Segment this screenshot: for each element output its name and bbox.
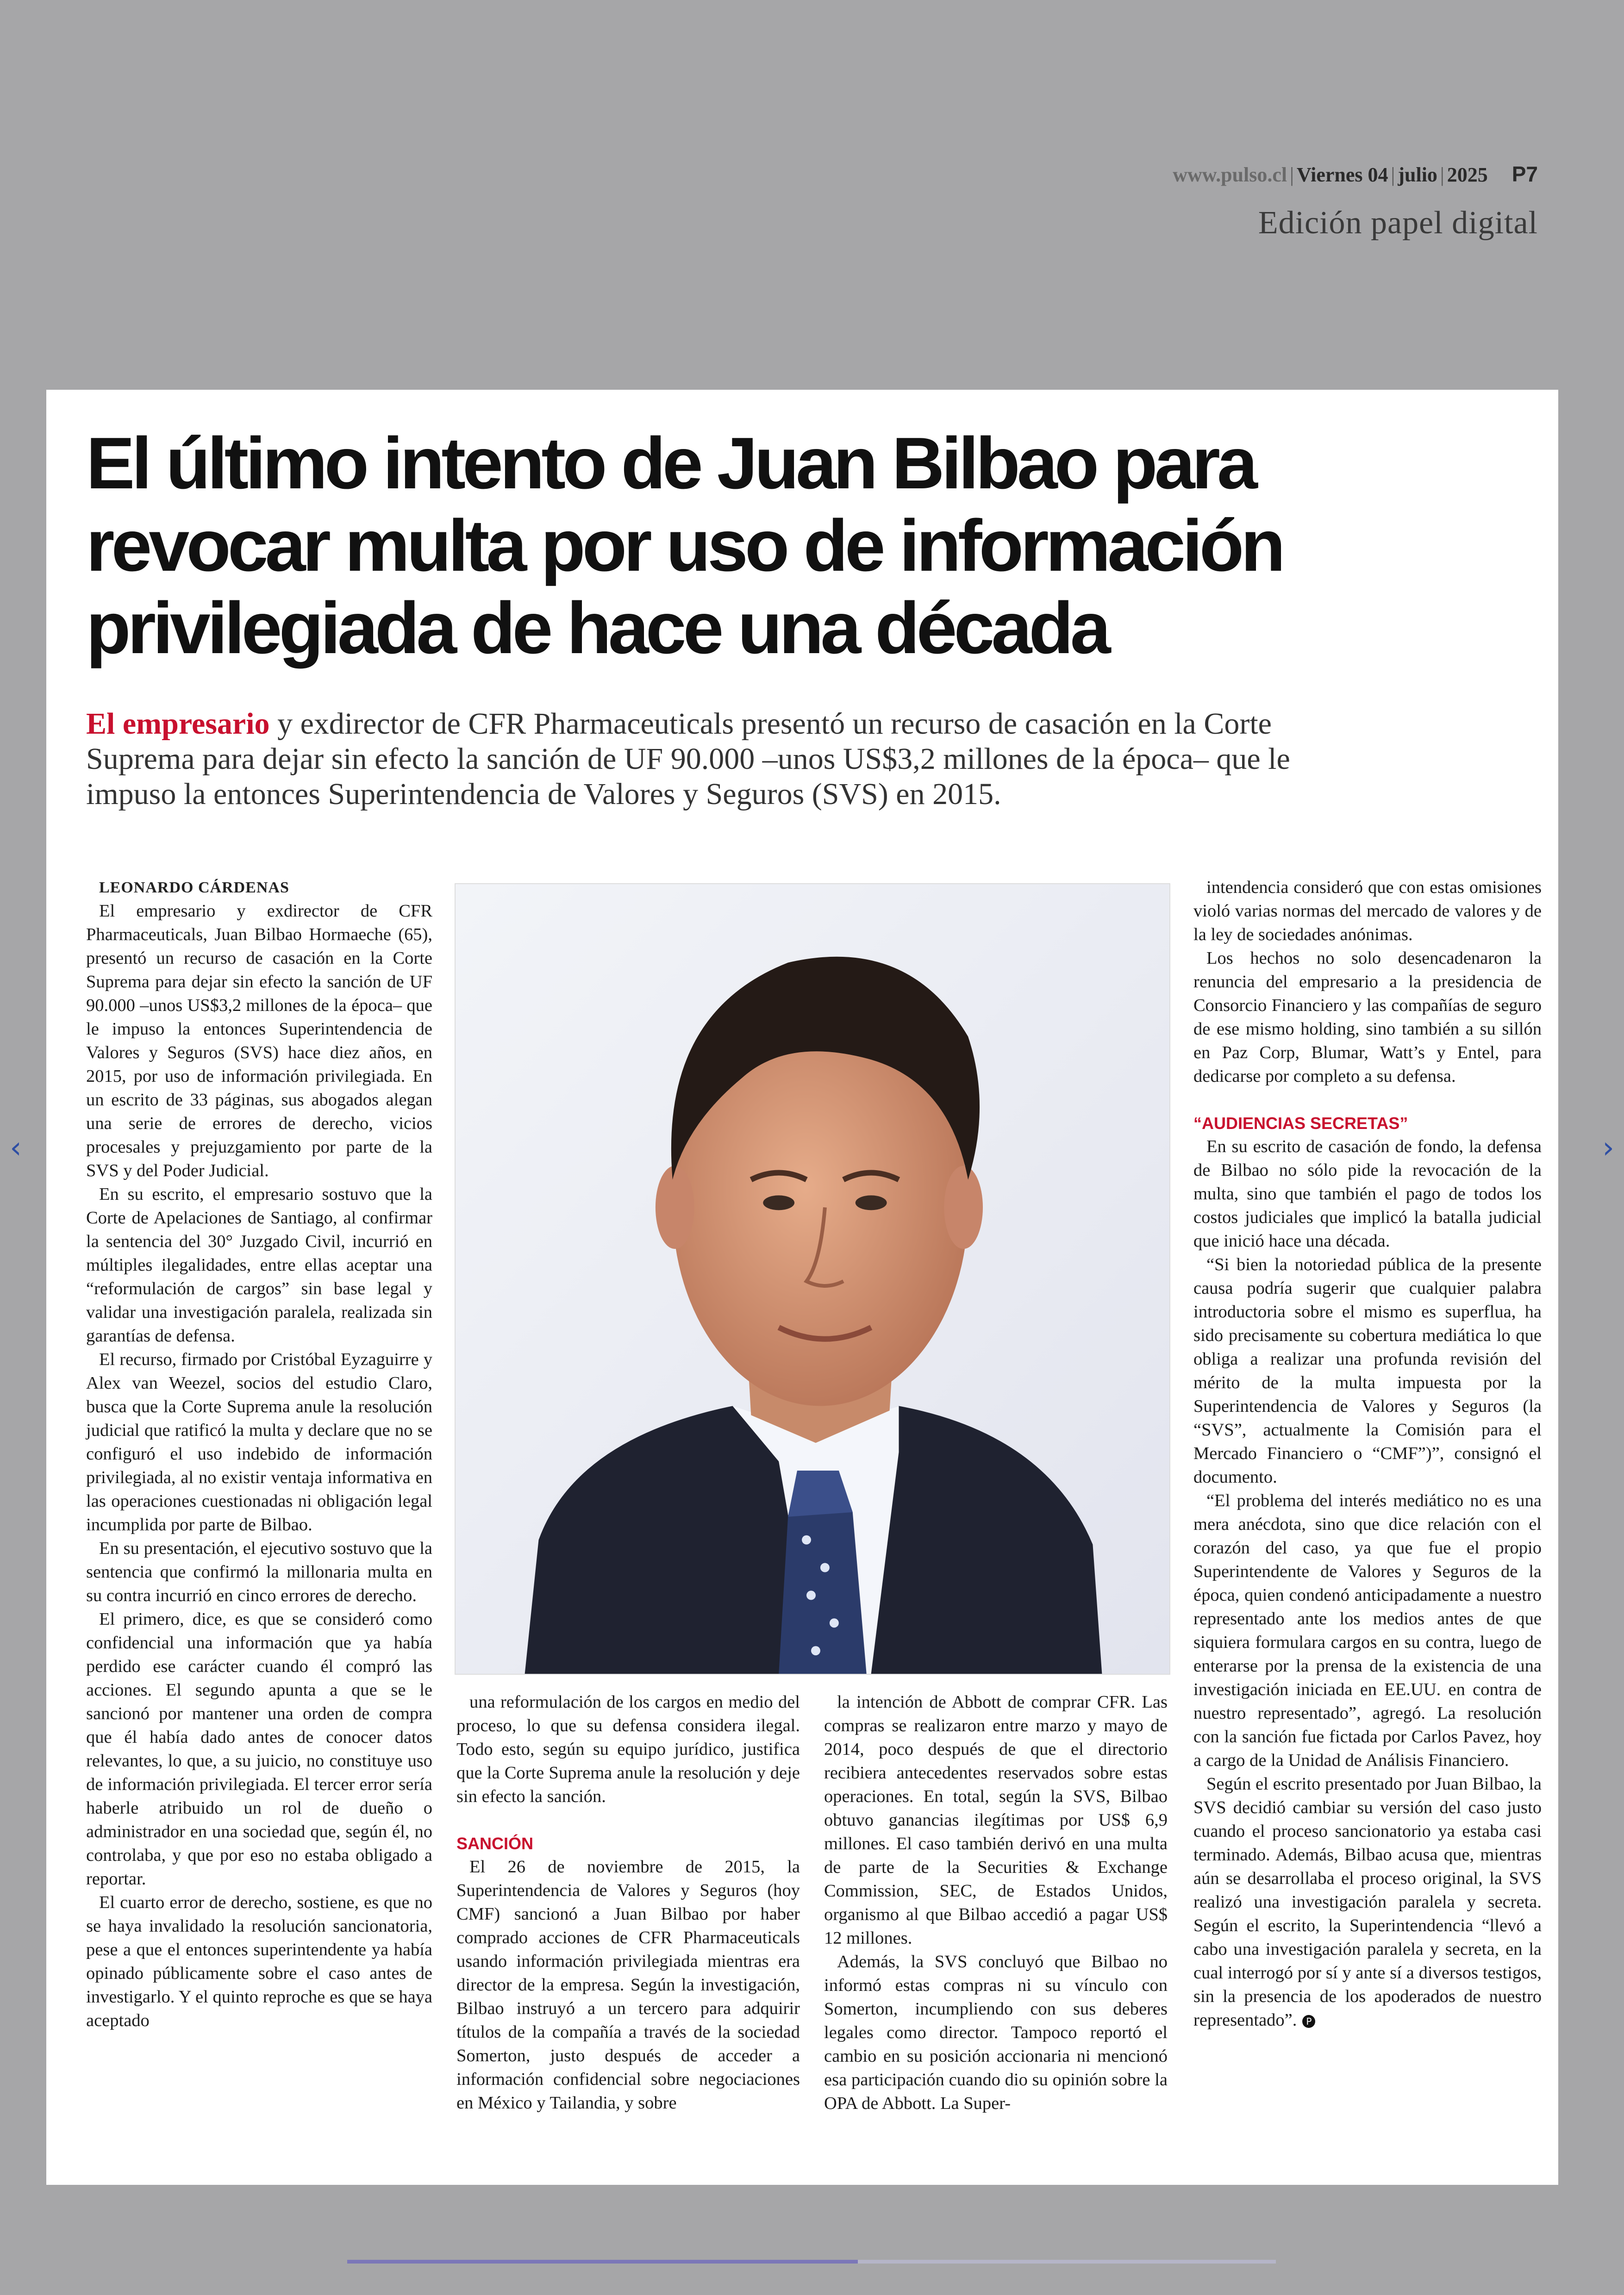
column-4-body-a [1193,876,1542,1088]
date-month: julio [1398,163,1437,186]
article-paragraph: El recurso, firmado por Cristóbal Eyzaguirre y Alex van Weezel, socios del estudio Claro, busca que la Corte Suprema anule la resolución judicial que ratificó la multa y declare que no se configuró el uso indebido de información privilegiada, al no existir ventaja informativa en las operaciones cuestionadas ni obligación legal incumplida por parte de Bilbao. [86,1350,432,1534]
date-year: 2025 [1447,163,1488,186]
page-progress-bar[interactable] [347,2260,1276,2264]
byline: LEONARDO CÁRDENAS [99,879,289,896]
column-2-body-a [456,1690,800,1809]
article-paragraph: En su presentación, el ejecutivo sostuvo que la sentencia que confirmó la millonaria multa en su contra incurrió en cinco errores de derecho. [86,1539,432,1605]
lead-highlight: El empresario [86,707,270,741]
page-progress-fill [347,2260,858,2264]
column-1 [86,876,432,2033]
article-paragraph: “El problema del interés mediático no es una mera anécdota, sino que dice relación con el corazón del caso, ya que fue el propio Superintendente de Valores y Seguros de la época, quien condenó anticipadamente a nuestro representado ante los medios antes de que siquiera formulara cargos en su contra, luego de enterarse por la prensa de la existencia de una investigación iniciada en EE.UU. en contra de nuestro representado”, agregó. La resolución con la sanción fue fictada por Carlos Pavez, hoy a cargo de la Unidad de Análisis Financiero. [1193,1491,1542,1770]
article-lead [86,706,1364,812]
article-paragraph: Según el escrito presentado por Juan Bilbao, la SVS decidió cambiar su versión del caso justo cuando el proceso sancionatorio ya estaba casi terminado. Además, Bilbao acusa que, mientras aún se desarrollaba el proceso original, la SVS realizó una investigación paralela y secreta. Según el escrito, la Superintendencia “llevó a cabo una investigación paralela y secreta, en la cual interrogó por sí y ante sí a diversos testigos, sin la presencia de los apoderados de nuestro representado”. P [1193,1774,1542,2030]
column-3 [824,1690,1168,2115]
article-paragraph: una reformulación de los cargos en medio del proceso, lo que su defensa considera ilegal. Todo esto, según su equipo jurídico, justifica que la Corte Suprema anule la resolución y deje sin efecto la sanción. [456,1692,800,1806]
end-of-article-icon: P [1302,2015,1315,2028]
column-2-body-b [456,1855,800,2115]
site-url: www.pulso.cl [1173,163,1287,186]
article-paragraph: Además, la SVS concluyó que Bilbao no informó estas compras ni su vínculo con Somerton, incumpliendo con sus deberes legales como director. Tampoco reportó el cambio en su posición accionaria ni mencionó esa participación cuando dio su opinión sobre la OPA de Abbott. La Super- [824,1952,1168,2113]
date-day: Viernes 04 [1296,163,1388,186]
article-paragraph: En su escrito de casación de fondo, la defensa de Bilbao no sólo pide la revocación de la multa, sino que también el pago de todos los costos judiciales que implicó la batalla judicial que inició hace una década. [1193,1137,1542,1251]
section-heading-audiencias: “AUDIENCIAS SECRETAS” [1193,1114,1408,1133]
lead-text: y exdirector de CFR Pharmaceuticals presentó un recurso de casación en la Corte Suprema para dejar sin efecto la sanción de UF 90.000 –unos US$3,2 millones de la época– que le impuso la entonces Superintendencia de Valores y Seguros (SVS) en 2015. [86,707,1290,811]
article-paragraph: El cuarto error de derecho, sostiene, es que no se haya invalidado la resolución sancionatoria, pese a que el entonces superintendente ya había opinado públicamente sobre el caso antes de investigarlo. Y el quinto reproche es que se haya aceptado [86,1893,432,2030]
article-paragraph: El primero, dice, es que se consideró como confidencial una información que ya había perdido ese carácter cuando él compró las acciones. El segundo apunta a que se le sancionó por mantener una orden de compra que él había dado antes de conocer datos relevantes, lo que, a su juicio, no constituye uso de información privilegiada. El tercer error sería haberle atribuido un rol de dueño o administrador en una sociedad que, según él, no controlaba, y que por eso no estaba obligado a reportar. [86,1609,432,1889]
newspaper-page [46,390,1558,2185]
article-headline: El último intento de Juan Bilbao para revocar multa por uso de información privilegiada de hace una década [86,423,1282,669]
article-paragraph: El 26 de noviembre de 2015, la Superintendencia de Valores y Seguros (hoy CMF) sancionó a Juan Bilbao por haber comprado acciones de CFR Pharmaceuticals usando información privilegiada mientras era director de la empresa. Según la investigación, Bilbao instruyó a un tercero para adquirir títulos de la compañía a través de la sociedad Somerton, justo después de acceder a información confidencial sobre negociaciones en México y Tailandia, y sobre [456,1857,800,2113]
column-3-body [824,1690,1168,2115]
chevron-right-icon[interactable]: › [1602,1131,1614,1165]
article-paragraph: “Si bien la notoriedad pública de la presente causa podría sugerir que cualquier palabra introductoria sobre el mismo es superflua, ha sido precisamente su cobertura mediática lo que obliga a realizar una profunda revisión del mérito de la multa impuesta por la Superintendencia de Valores y Seguros (la “SVS”, actualmente la Comisión para el Mercado Financiero o “CMF”)”, consignó el documento. [1193,1255,1542,1487]
column-4-body-b [1193,1135,1542,2032]
column-1-body [86,899,432,2033]
article-paragraph: intendencia consideró que con estas omisiones violó varias normas del mercado de valores y de la ley de sociedades anónimas. [1193,878,1542,944]
masthead [1173,159,1538,242]
portrait-photo-illustration [456,884,1169,1674]
portrait-photo [455,883,1170,1675]
article-paragraph: la intención de Abbott de comprar CFR. Las compras se realizaron entre marzo y mayo de 2014, poco después de que el directorio recibiera antecedentes reservados sobre estas operaciones. En total, según la SVS, Bilbao obtuvo ganancias ilegítimas por US$ 6,9 millones. El caso también derivó en una multa de parte de la Securities & Exchange Commission, SEC, de Estados Unidos, organismo al que Bilbao accedió a pagar US$ 12 millones. [824,1692,1168,1948]
article-paragraph: El empresario y exdirector de CFR Pharmaceuticals, Juan Bilbao Hormaeche (65), presentó un recurso de casación en la Corte Suprema para dejar sin efecto la sanción de UF 90.000 –unos US$3,2 millones de la época– que le impuso la entonces Superintendencia de Valores y Seguros (SVS) hace diez años, en 2015, por uso de información privilegiada. En un escrito de 33 páginas, sus abogados alegan una serie de errores de derecho, vicios procesales y prejuzgamiento por parte de la SVS y del Poder Judicial. [86,901,432,1180]
column-2 [456,1690,800,2115]
date-line: www.pulso.cl | Viernes 04 | julio | 2025 P7 [1173,162,1538,186]
chevron-left-icon[interactable]: ‹ [10,1131,22,1165]
edition-label: Edición papel digital [1258,205,1538,241]
article-paragraph: En su escrito, el empresario sostuvo que la Corte de Apelaciones de Santiago, al confirmar la sentencia del 30° Juzgado Civil, incurrió en múltiples ilegalidades, entre ellas aceptar una “reformulación de cargos” sin base legal y validar una investigación paralela, realizada sin garantías de defensa. [86,1185,432,1346]
section-heading-sancion: SANCIÓN [456,1834,534,1853]
column-4 [1193,876,1542,2032]
article-paragraph: Los hechos no solo desencadenaron la renuncia del empresario a la presidencia de Consorcio Financiero y las compañías de seguro de ese mismo holding, sino también a su sillón en Paz Corp, Blumar, Watt’s y Entel, para dedicarse por completo a su defensa. [1193,948,1542,1086]
page-number: P7 [1512,162,1538,186]
